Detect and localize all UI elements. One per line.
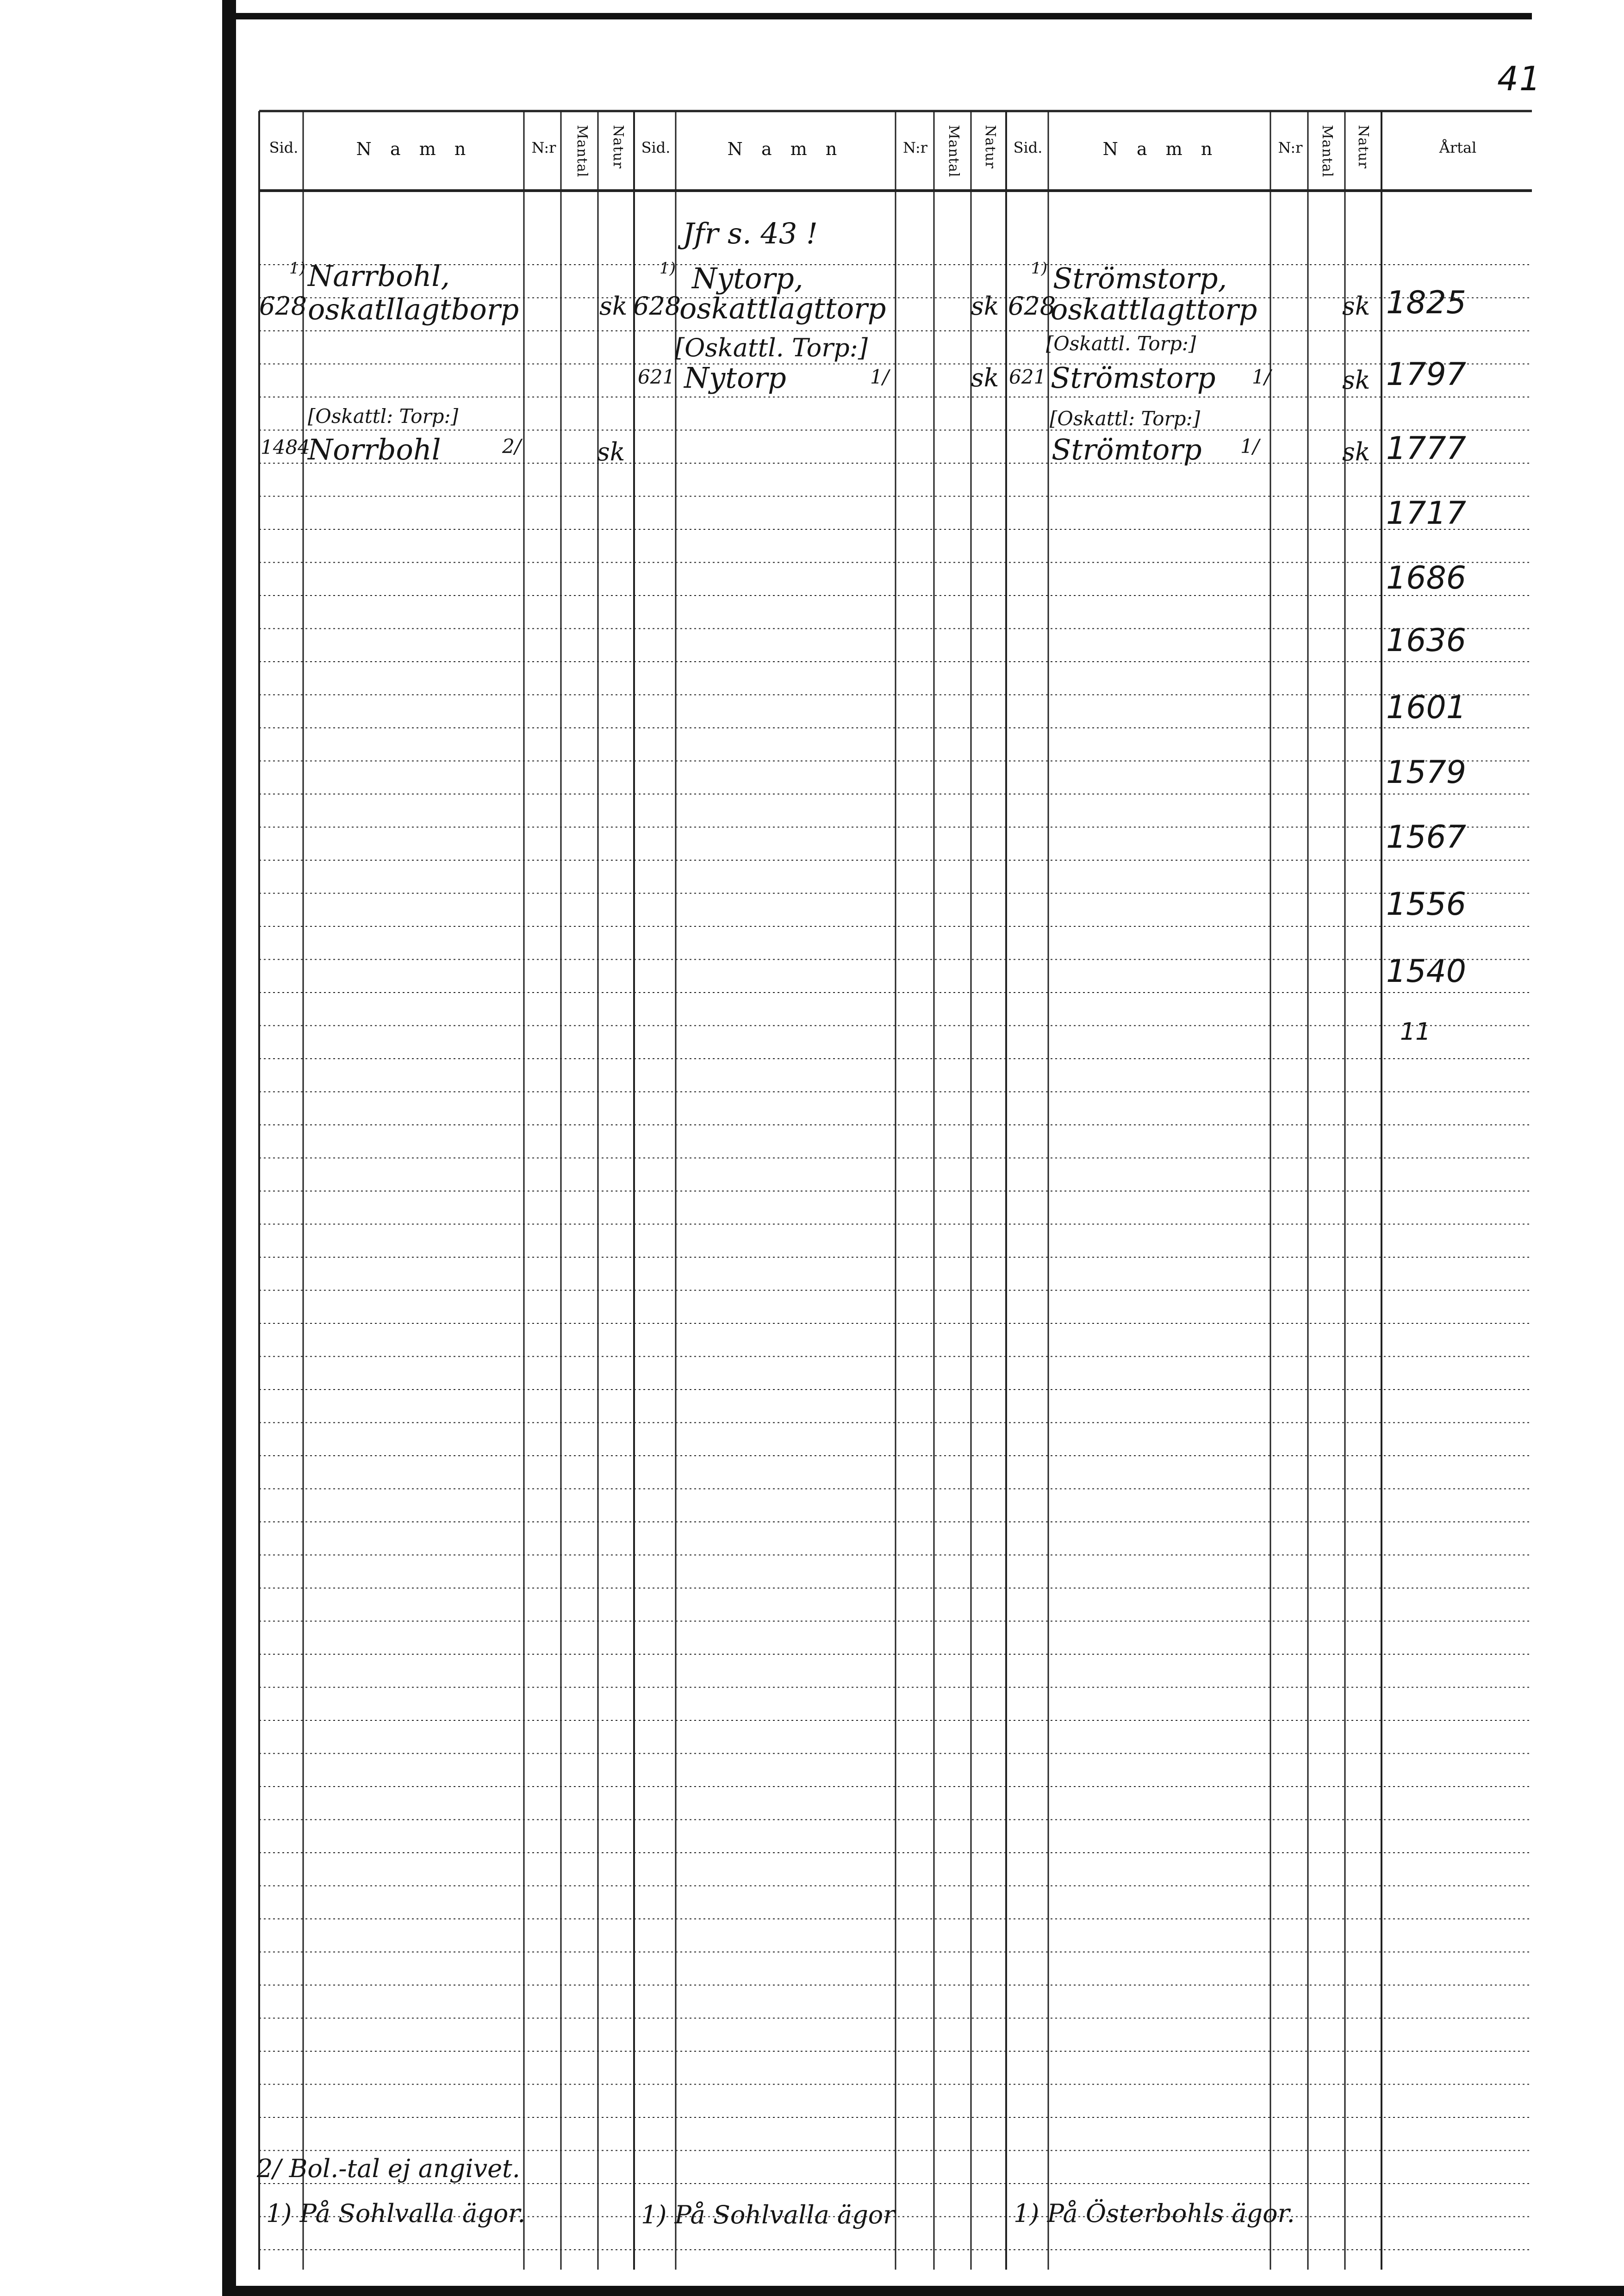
group2-footnote-1: 1) På Sohlvalla ägor <box>641 2200 896 2229</box>
group2-top-note: Jfr s. 43 ! <box>683 217 818 250</box>
header-natur-2: Natur <box>982 125 998 169</box>
group3-entry2-natur: sk <box>1342 292 1370 321</box>
year-11: 11 <box>1400 1018 1431 1046</box>
group1-entry4-namn: Norrbohl <box>308 433 441 466</box>
group2-entry4-sid: 621 <box>638 366 675 388</box>
group1-entry1-namn: Narrbohl, <box>308 259 450 293</box>
group1-footnote-1: 2/ Bol.-tal ej angivet. <box>257 2154 520 2183</box>
year-6: 1601 <box>1386 689 1467 726</box>
scan-top-border <box>222 13 1532 19</box>
group2-note: 1) <box>660 259 676 278</box>
group3-entry1-namn: Strömstorp, <box>1053 261 1227 295</box>
group2-entry3-namn: [Oskattl. Torp:] <box>675 333 868 362</box>
group1-note: 1) <box>289 259 305 278</box>
header-sid-2: Sid. <box>641 139 671 156</box>
group3-entry6-natur: sk <box>1342 437 1370 466</box>
year-7: 1579 <box>1386 754 1467 791</box>
year-5: 1636 <box>1386 622 1467 659</box>
group1-entry4-sid: 1484 <box>261 436 310 459</box>
header-mantal-1: Mantal <box>574 125 590 178</box>
year-8: 1567 <box>1386 819 1467 856</box>
group3-note: 1) <box>1031 259 1047 278</box>
group1-entry4-nr: 2/ <box>502 435 521 458</box>
header-namn-2: N a m n <box>727 139 844 159</box>
group2-entry1-sid: 628 <box>633 292 681 321</box>
group3-entry2-namn: oskattlagttorp <box>1051 292 1257 326</box>
header-artal: Årtal <box>1439 139 1477 156</box>
page-number: 41 <box>1497 59 1542 98</box>
group3-entry4-natur: sk <box>1342 366 1370 395</box>
year-2: 1777 <box>1386 430 1467 467</box>
header-sid-1: Sid. <box>269 139 299 156</box>
group3-entry4-namn: Strömstorp <box>1051 361 1216 395</box>
scan-edge <box>222 0 236 2296</box>
group1-footnote-2: 1) På Sohlvalla ägor. <box>266 2199 526 2228</box>
group3-entry5-namn: [Oskattl: Torp:] <box>1050 407 1201 430</box>
group2-entry4-natur: sk <box>971 363 999 392</box>
header-sid-3: Sid. <box>1013 139 1043 156</box>
header-natur-3: Natur <box>1355 125 1371 169</box>
year-9: 1556 <box>1386 886 1467 923</box>
header-natur-1: Natur <box>610 125 626 169</box>
group1-entry4-natur: sk <box>597 437 625 466</box>
header-mantal-2: Mantal <box>946 125 962 178</box>
header-namn-1: N a m n <box>356 139 473 159</box>
header-nr-2: N:r <box>903 139 927 156</box>
year-3: 1717 <box>1386 495 1467 532</box>
group3-entry6-nr: 1/ <box>1240 435 1259 458</box>
group2-entry2-namn: oskattlagttorp <box>679 292 886 325</box>
header-nr-1: N:r <box>531 139 556 156</box>
group2-entry4-namn: Nytorp <box>684 361 786 395</box>
header-namn-3: N a m n <box>1102 139 1219 159</box>
group1-entry3-namn: [Oskattl: Torp:] <box>308 405 459 428</box>
group1-entry2-namn: oskatllagtborp <box>308 292 519 326</box>
group3-entry6-namn: Strömtorp <box>1052 433 1202 466</box>
group1-entry1-sid: 628 <box>259 292 307 321</box>
scan-bottom-border <box>222 2286 1624 2296</box>
year-10: 1540 <box>1386 953 1467 990</box>
group3-entry1-sid: 628 <box>1008 292 1056 321</box>
group2-entry2-natur: sk <box>971 292 999 321</box>
group3-footnote-1: 1) På Österbohls ägor. <box>1014 2199 1295 2228</box>
header-nr-3: N:r <box>1278 139 1303 156</box>
year-1: 1797 <box>1386 356 1467 393</box>
year-4: 1686 <box>1386 560 1467 596</box>
group3-entry4-nr: 1/ <box>1252 366 1271 388</box>
group3-entry4-sid: 621 <box>1009 366 1046 388</box>
year-0: 1825 <box>1386 285 1467 321</box>
header-mantal-3: Mantal <box>1319 125 1335 178</box>
group1-entry2-natur: sk <box>599 292 628 321</box>
group2-entry4-nr: 1/ <box>870 366 889 388</box>
group2-entry1-namn: Nytorp, <box>692 261 803 295</box>
group3-entry3-namn: [Oskattl. Torp:] <box>1046 332 1196 355</box>
